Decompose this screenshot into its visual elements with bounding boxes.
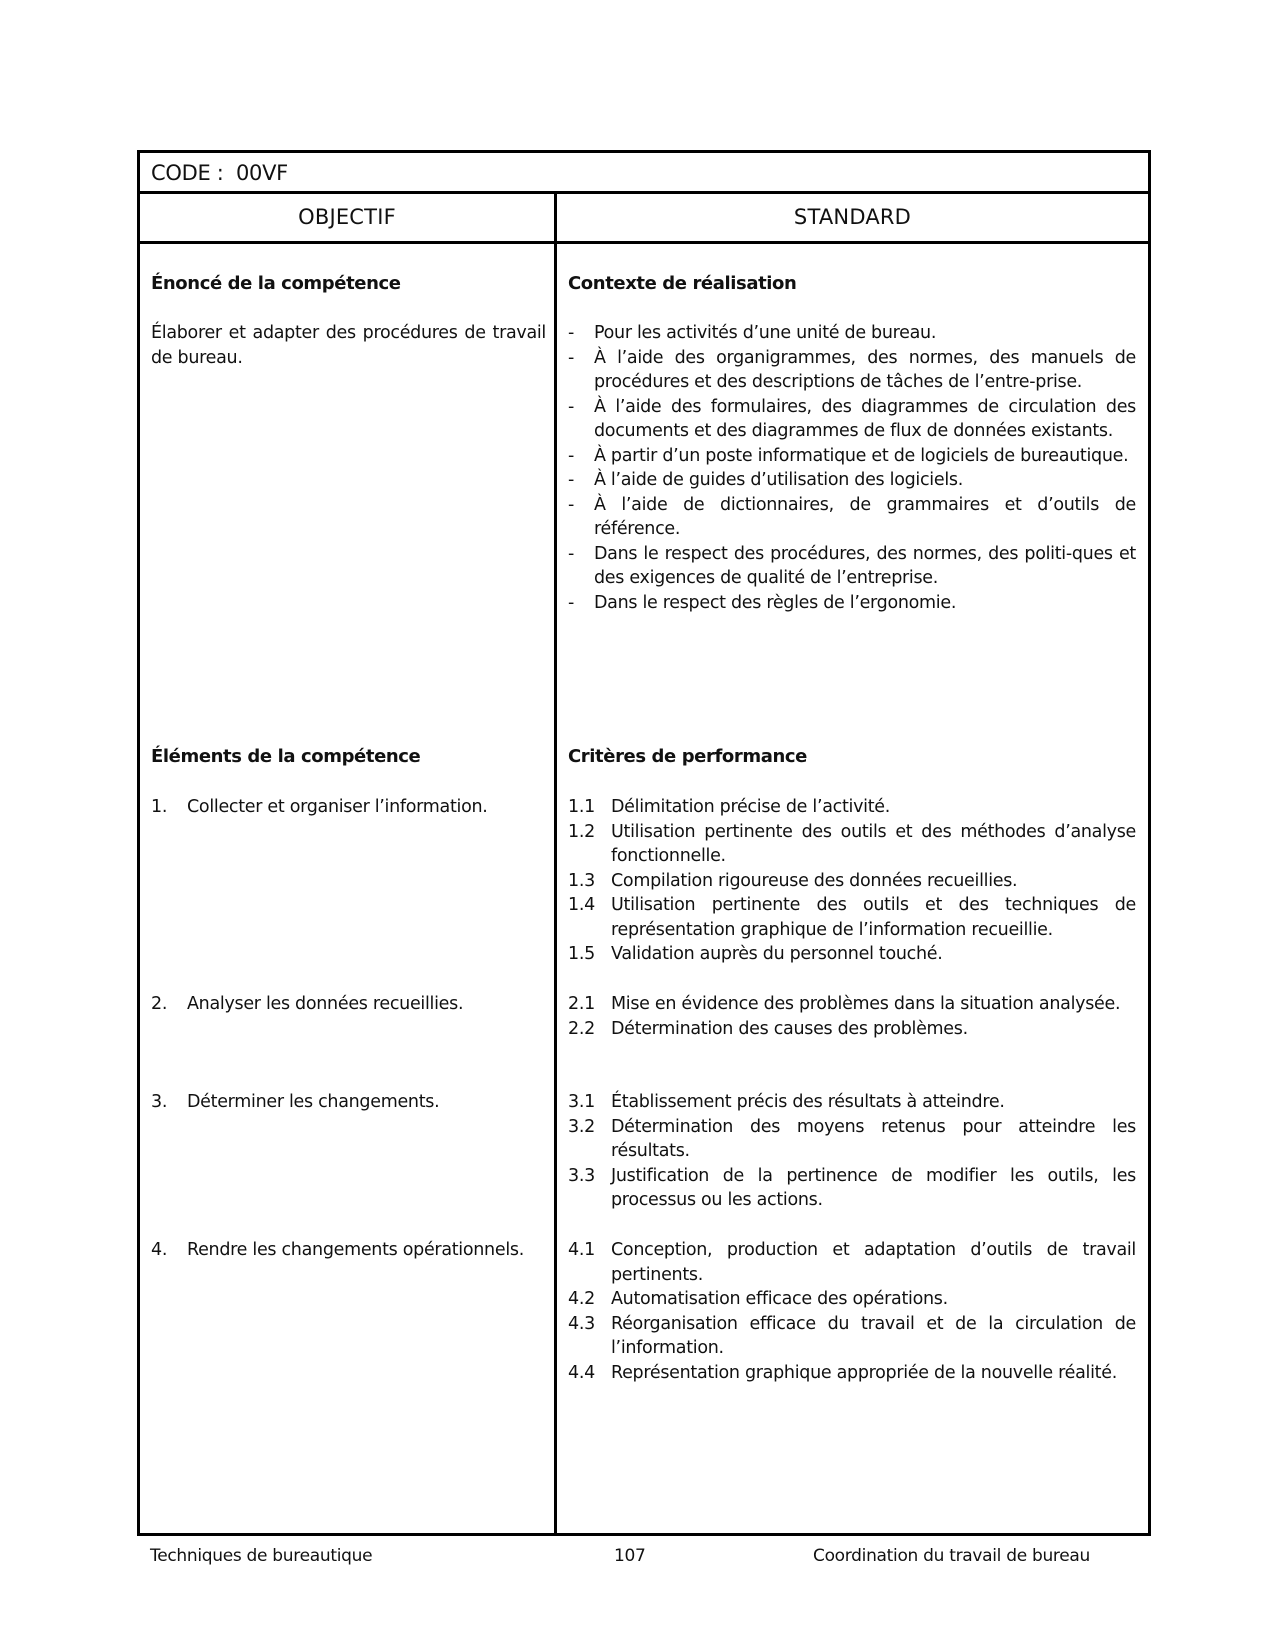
contexte-item: - Dans le respect des procédures, des normes, des politi-ques et des exigences de qualité de l’entreprise.: [568, 543, 1136, 588]
column-divider: [554, 194, 557, 1533]
element-item: [151, 795, 546, 820]
element-item: [151, 992, 546, 1017]
element-text: Analyser les données recueillies.: [187, 994, 464, 1014]
contexte-title: Contexte de réalisation: [568, 273, 797, 294]
elements-title: Éléments de la compétence: [151, 746, 421, 767]
contexte-item: - Dans le respect des règles de l’ergonomie.: [568, 592, 957, 613]
header-row: [140, 194, 1148, 244]
footer-module: Coordination du travail de bureau: [813, 1546, 1090, 1566]
critere-item: 3.3 Justification de la pertinence de modifier les outils, les processus ou les actions.: [568, 1165, 1136, 1210]
contexte-item: - À partir d’un poste informatique et de logiciels de bureautique.: [568, 445, 1129, 466]
code-row: [140, 153, 1148, 194]
element-number: 3.: [151, 1092, 168, 1112]
contexte-item: - À l’aide des formulaires, des diagrammes de circulation des documents et des diagrammes de flux de données existants.: [568, 396, 1136, 441]
contexte-item: - À l’aide de dictionnaires, de grammaires et d’outils de référence.: [568, 494, 1136, 539]
code-label: CODE :: [151, 161, 224, 185]
critere-item: 4.4 Représentation graphique appropriée de la nouvelle réalité.: [568, 1362, 1117, 1383]
critere-item: 4.2 Automatisation efficace des opérations.: [568, 1289, 948, 1309]
standard-column: [568, 244, 1136, 1533]
page-number: 107: [614, 1546, 646, 1566]
header-standard: STANDARD: [793, 205, 912, 229]
critere-item: 3.2 Détermination des moyens retenus pour atteindre les résultats.: [568, 1116, 1136, 1161]
element-item: [151, 1238, 546, 1263]
criteres-title: Critères de performance: [568, 746, 807, 767]
element-item: [151, 1090, 546, 1115]
criteres-group-1: [568, 795, 1136, 967]
contexte-item: - À l’aide de guides d’utilisation des logiciels.: [568, 470, 963, 490]
critere-item: 1.1 Délimitation précise de l’activité.: [568, 797, 891, 817]
header-objectif: OBJECTIF: [298, 205, 396, 229]
criteres-group-2: [568, 992, 1136, 1041]
critere-item: 1.2 Utilisation pertinente des outils et des méthodes d’analyse fonctionnelle.: [568, 821, 1136, 866]
competency-table: [137, 150, 1151, 1536]
critere-item: 2.2 Détermination des causes des problèmes.: [568, 1018, 968, 1039]
code-value: 00VF: [235, 161, 288, 185]
critere-item: 3.1 Établissement précis des résultats à atteindre.: [568, 1092, 1005, 1112]
element-number: 4.: [151, 1240, 168, 1260]
objectif-column: [151, 244, 546, 1533]
contexte-list: [568, 321, 1136, 615]
critere-item: 1.3 Compilation rigoureuse des données recueillies.: [568, 870, 1018, 891]
element-text: Déterminer les changements.: [187, 1092, 440, 1112]
element-number: 1.: [151, 797, 168, 817]
critere-item: 2.1 Mise en évidence des problèmes dans la situation analysée.: [568, 994, 1121, 1014]
element-text: Collecter et organiser l’information.: [187, 797, 488, 817]
element-text: Rendre les changements opérationnels.: [187, 1240, 524, 1260]
criteres-group-4: [568, 1238, 1136, 1385]
critere-item: 4.3 Réorganisation efficace du travail et de la circulation de l’information.: [568, 1313, 1136, 1358]
criteres-group-3: [568, 1090, 1136, 1213]
element-number: 2.: [151, 994, 168, 1014]
critere-item: 4.1 Conception, production et adaptation d’outils de travail pertinents.: [568, 1240, 1136, 1285]
contexte-item: - À l’aide des organigrammes, des normes, des manuels de procédures et des descriptions de tâches de l’entre-prise.: [568, 347, 1136, 392]
enonce-text: Élaborer et adapter des procédures de travail de bureau.: [151, 323, 546, 368]
enonce-title: Énoncé de la compétence: [151, 273, 401, 294]
critere-item: 1.5 Validation auprès du personnel touché.: [568, 944, 943, 964]
critere-item: 1.4 Utilisation pertinente des outils et des techniques de représentation graphique de l’information recueillie.: [568, 895, 1136, 940]
contexte-item: - Pour les activités d’une unité de bureau.: [568, 323, 937, 343]
footer-program: Techniques de bureautique: [150, 1546, 373, 1566]
